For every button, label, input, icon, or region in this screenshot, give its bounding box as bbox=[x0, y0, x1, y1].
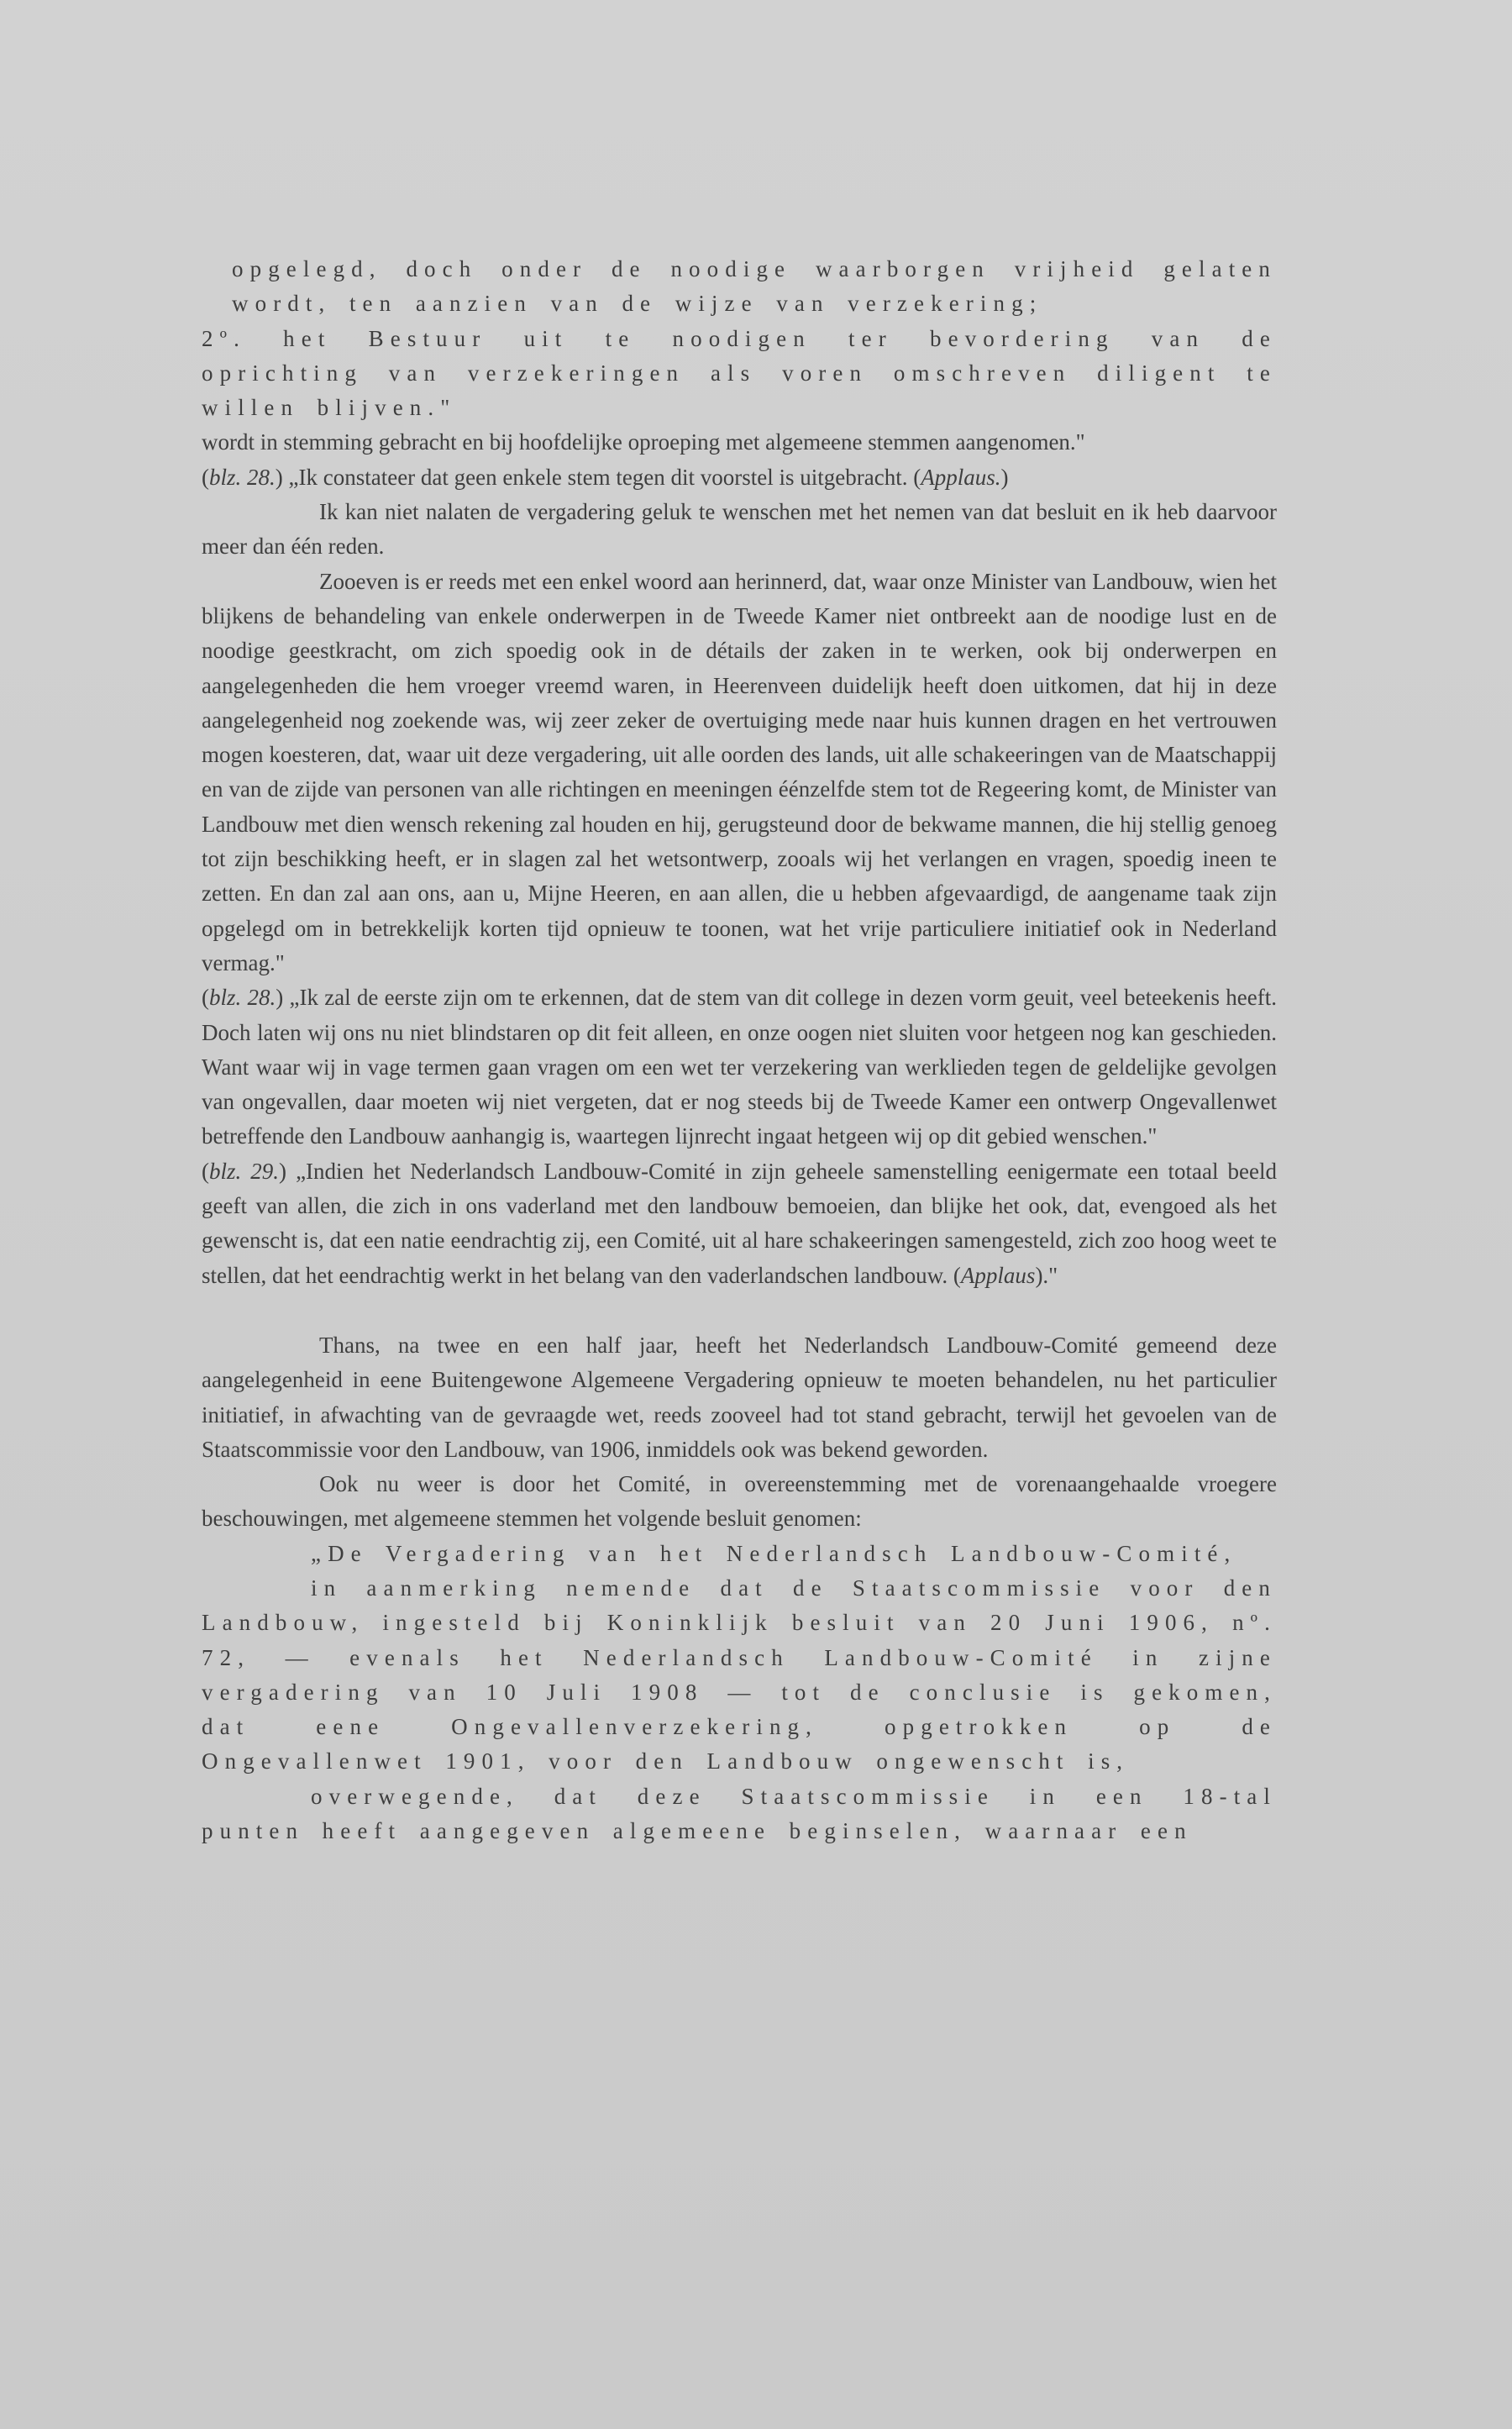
paragraph bbox=[202, 1154, 1277, 1293]
text-segment: )." bbox=[1035, 1262, 1058, 1288]
paragraph bbox=[202, 1467, 1277, 1537]
text-segment: Zooeven is er reeds met een enkel woord aan herinnerd, dat, waar onze Minister van Landbouw, wien het blijkens de behandeling van enkele onderwerpen in de Tweede Kamer niet ontbreekt aan de noodige lust en de noodige geestkracht, om zich spoedig ook in de détails der zaken in te werken, ook bij onderwerpen en aangelegenheden die hem vroeger vreemd waren, in Heerenveen duidelijk heeft doen uitkomen, dat hij in deze aangelegenheid nog zoekende was, wij zeer zeker de overtuiging mede naar huis kunnen dragen en het vertrouwen mogen koesteren, dat, waar uit deze vergadering, uit alle oorden des lands, uit alle schakeeringen van de Maatschappij en van de zijde van personen van alle richtingen en meeningen éénzelfde stem tot de Regeering komt, de Minister van Landbouw met dien wensch rekening zal houden en hij, gerugsteund door de bekwame mannen, die hij stellig genoeg tot zijn beschikking heeft, er in slagen zal het wetsontwerp, zooals wij het verlangen en vragen, spoedig ineen te zetten. En dan zal aan ons, aan u, Mijne Heeren, en aan allen, die u hebben afgevaardigd, de aangename taak zijn opgelegd om in betrekkelijk korten tijd opnieuw te toonen, wat het vrije particuliere initiatief ook in Nederland vermag." bbox=[202, 568, 1277, 975]
paragraph-spacer bbox=[202, 1293, 1277, 1328]
paragraph bbox=[202, 495, 1277, 565]
text-segment: 2º. het Bestuur uit te noodigen ter bevordering van de oprichting van verzekeringen als voren omschreven diligent te willen blijven." bbox=[202, 325, 1277, 421]
text-segment: opgelegd, doch onder de noodige waarborgen vrijheid gelaten wordt, ten aanzien van de wijze van verzekering; bbox=[232, 256, 1277, 317]
italic-text: blz. 28. bbox=[209, 985, 276, 1011]
text-segment: ( bbox=[202, 985, 209, 1011]
paragraph bbox=[202, 981, 1277, 1154]
text-segment: „De Vergadering van het Nederlandsch Landbouw-Comité, bbox=[311, 1540, 1237, 1566]
text-segment: ( bbox=[202, 464, 209, 490]
text-segment: Ook nu weer is door het Comité, in overeenstemming met de vorenaangehaalde vroegere beschouwingen, met algemeene stemmen het volgende besluit genomen: bbox=[202, 1471, 1277, 1532]
paragraph bbox=[202, 460, 1277, 495]
paragraph bbox=[202, 322, 1277, 426]
italic-text: blz. 29. bbox=[209, 1158, 280, 1184]
paragraph bbox=[202, 1537, 1277, 1571]
text-segment: wordt in stemming gebracht en bij hoofdelijke oproeping met algemeene stemmen aangenomen." bbox=[202, 429, 1085, 455]
italic-text: Applaus. bbox=[921, 464, 1001, 490]
paragraph bbox=[202, 1571, 1277, 1780]
italic-text: blz. 28. bbox=[209, 464, 276, 490]
text-segment: overwegende, dat deze Staatscommissie in een 18-tal punten heeft aangegeven algemeene beginselen, waarnaar een bbox=[202, 1783, 1277, 1844]
text-segment: ( bbox=[202, 1158, 209, 1184]
paragraph bbox=[202, 1328, 1277, 1467]
text-segment: in aanmerking nemende dat de Staatscommissie voor den Landbouw, ingesteld bij Koninklijk besluit van 20 Juni 1906, nº. 72, — evenals het Nederlandsch Landbouw-Comité in zijne vergadering van 10 Juli 1908 — tot de conclusie is gekomen, dat eene Ongevallenverzekering, opgetrokken op de Ongevallenwet 1901, voor den Landbouw ongewenscht is, bbox=[202, 1575, 1277, 1774]
paragraph bbox=[202, 425, 1277, 460]
text-segment: ) „Indien het Nederlandsch Landbouw-Comité in zijn geheele samenstelling eenigermate een totaal beeld geeft van allen, die zich in ons vaderland met den landbouw bemoeien, dan blijke het ook, dat, evengoed als het gewenscht is, dat een natie eendrachtig zij, een Comité, uit al hare schakeeringen samengesteld, zich zoo hoog weet te stellen, dat het eendrachtig werkt in het belang van den vaderlandschen landbouw. ( bbox=[202, 1158, 1277, 1288]
text-segment: ) „Ik constateer dat geen enkele stem tegen dit voorstel is uitgebracht. ( bbox=[275, 464, 921, 490]
text-segment: ) bbox=[1000, 464, 1009, 490]
text-segment: Thans, na twee en een half jaar, heeft het Nederlandsch Landbouw-Comité gemeend deze aangelegenheid in eene Buitengewone Algemeene Vergadering opnieuw te moeten behandelen, nu het particulier initiatief, in afwachting van de gevraagde wet, reeds zooveel had tot stand gebracht, terwijl het gevoelen van de Staatscommissie voor den Landbouw, van 1906, inmiddels ook was bekend geworden. bbox=[202, 1332, 1277, 1462]
paragraph bbox=[202, 1780, 1277, 1849]
text-segment: Ik kan niet nalaten de vergadering geluk te wenschen met het nemen van dat besluit en ik heb daarvoor meer dan één reden. bbox=[202, 499, 1277, 560]
italic-text: Applaus bbox=[960, 1262, 1036, 1288]
page-body-text bbox=[202, 252, 1277, 1848]
paragraph bbox=[202, 565, 1277, 981]
text-segment: ) „Ik zal de eerste zijn om te erkennen, dat de stem van dit college in dezen vorm geuit, veel beteekenis heeft. Doch laten wij ons nu niet blindstaren op dit feit alleen, en onze oogen niet sluiten voor hetgeen nog kan geschieden. Want waar wij in vage termen gaan vragen om een wet ter verzekering van werklieden tegen de geldelijke gevolgen van ongevallen, daar moeten wij niet vergeten, dat er nog steeds bij de Tweede Kamer een ontwerp Ongevallenwet betreffende den Landbouw aanhangig is, waartegen lijnrecht ingaat hetgeen wij op dit gebied wenschen." bbox=[202, 985, 1277, 1149]
paragraph bbox=[202, 252, 1277, 322]
